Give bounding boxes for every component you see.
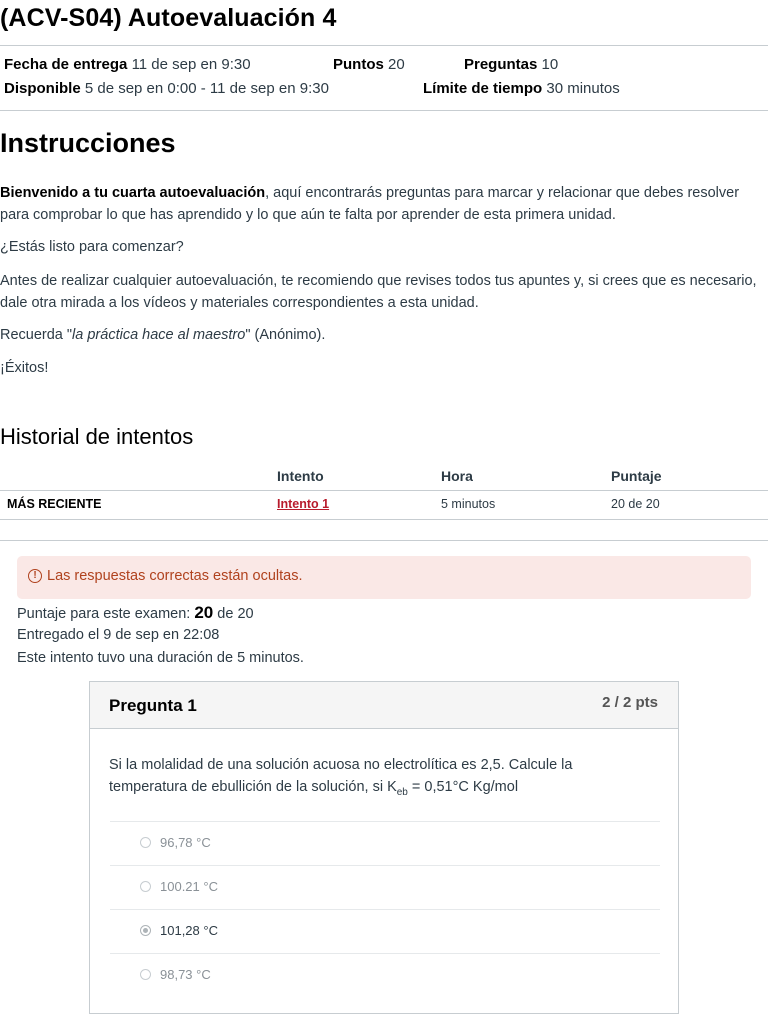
attempt-time: 5 minutos [441,497,496,511]
available-label: Disponible [4,80,81,97]
quote-text: la práctica hace al maestro [72,327,246,343]
answer-label: 100.21 °C [160,879,218,894]
question-header [90,682,678,729]
attempt-score: 20 de 20 [611,497,660,511]
warning-icon: ! [28,569,42,583]
attempt-duration: Este intento tuvo una duración de 5 minutos. [17,650,304,666]
question-points: 2 / 2 pts [602,694,658,711]
answer-option[interactable] [110,821,660,865]
divider [0,540,768,541]
questions-value: 10 [541,56,559,73]
answer-label: 96,78 °C [160,835,211,850]
row-label-most-recent: MÁS RECIENTE [7,497,102,511]
radio-selected-icon[interactable] [140,925,151,936]
points-label: Puntos [333,56,384,73]
instructions-paragraph-4 [0,324,760,346]
due-label: Fecha de entrega [4,56,128,73]
column-header-attempt: Intento [277,468,324,484]
radio-icon[interactable] [140,969,151,980]
question-card [89,681,679,1014]
time-limit-value: 30 minutos [546,80,620,97]
answer-option[interactable] [110,865,660,909]
exam-score-total: de 20 [217,606,254,622]
table-header-divider [0,490,768,491]
questions-label: Preguntas [464,56,538,73]
page-title: (ACV-S04) Autoevaluación 4 [0,4,337,32]
instructions-paragraph-5: ¡Éxitos! [0,360,49,376]
points-value: 20 [388,56,405,73]
available-value: 5 de sep en 0:00 - 11 de sep en 9:30 [84,80,329,97]
question-text [109,754,649,804]
exam-score-value: 20 [194,603,214,622]
quote-prefix: Recuerda " [0,327,73,343]
answer-label: 98,73 °C [160,967,211,982]
attempt-history-table [0,462,768,520]
radio-icon[interactable] [140,837,151,848]
attempt-1-link[interactable]: Intento 1 [277,497,330,511]
answer-label: 101,28 °C [160,923,218,938]
instructions-heading: Instrucciones [0,128,176,158]
history-heading: Historial de intentos [0,424,194,449]
submitted-date: Entregado el 9 de sep en 22:08 [17,627,220,643]
welcome-bold-text: Bienvenido a tu cuarta autoevaluación [0,185,266,201]
quiz-meta-row-2 [4,80,764,100]
instructions-paragraph-2: ¿Estás listo para comenzar? [0,239,184,255]
table-row-divider [0,519,768,520]
alert-text: Las respuestas correctas están ocultas. [47,568,303,584]
exam-score-label: Puntaje para este examen: [17,606,191,622]
exam-score [17,603,254,623]
welcome-text: , aquí encontrarás preguntas para marcar y relacionar que debes resolver para comprobar lo que has aprendido y lo que aún te falta por aprender de esta primera unidad. [0,185,740,223]
hidden-answers-alert [17,556,751,599]
answer-option[interactable] [110,953,660,997]
due-value: 11 de sep en 9:30 [131,56,251,73]
column-header-score: Puntaje [611,468,662,484]
question-text-subscript: eb [396,786,408,798]
divider [0,110,768,111]
question-text-main: Si la molalidad de una solución acuosa no electrolítica es 2,5. Calcule la temperatura de ebullición de la solución, si K [109,757,573,795]
quiz-meta-row-1 [4,56,764,76]
column-header-time: Hora [441,468,473,484]
radio-icon[interactable] [140,881,151,892]
divider [0,45,768,46]
instructions-paragraph-1 [0,182,760,226]
question-text-unit: = 0,51°C Kg/mol [407,779,519,795]
answer-option-selected[interactable] [110,909,660,953]
time-limit-label: Límite de tiempo [423,80,543,97]
instructions-paragraph-3: Antes de realizar cualquier autoevaluación, te recomiendo que revises todos tus apuntes y, si crees que es necesario, dale otra mirada a los vídeos y materiales correspondientes a esta unidad. [0,273,757,311]
quote-suffix: " (Anónimo). [245,327,326,343]
question-title: Pregunta 1 [109,696,197,715]
